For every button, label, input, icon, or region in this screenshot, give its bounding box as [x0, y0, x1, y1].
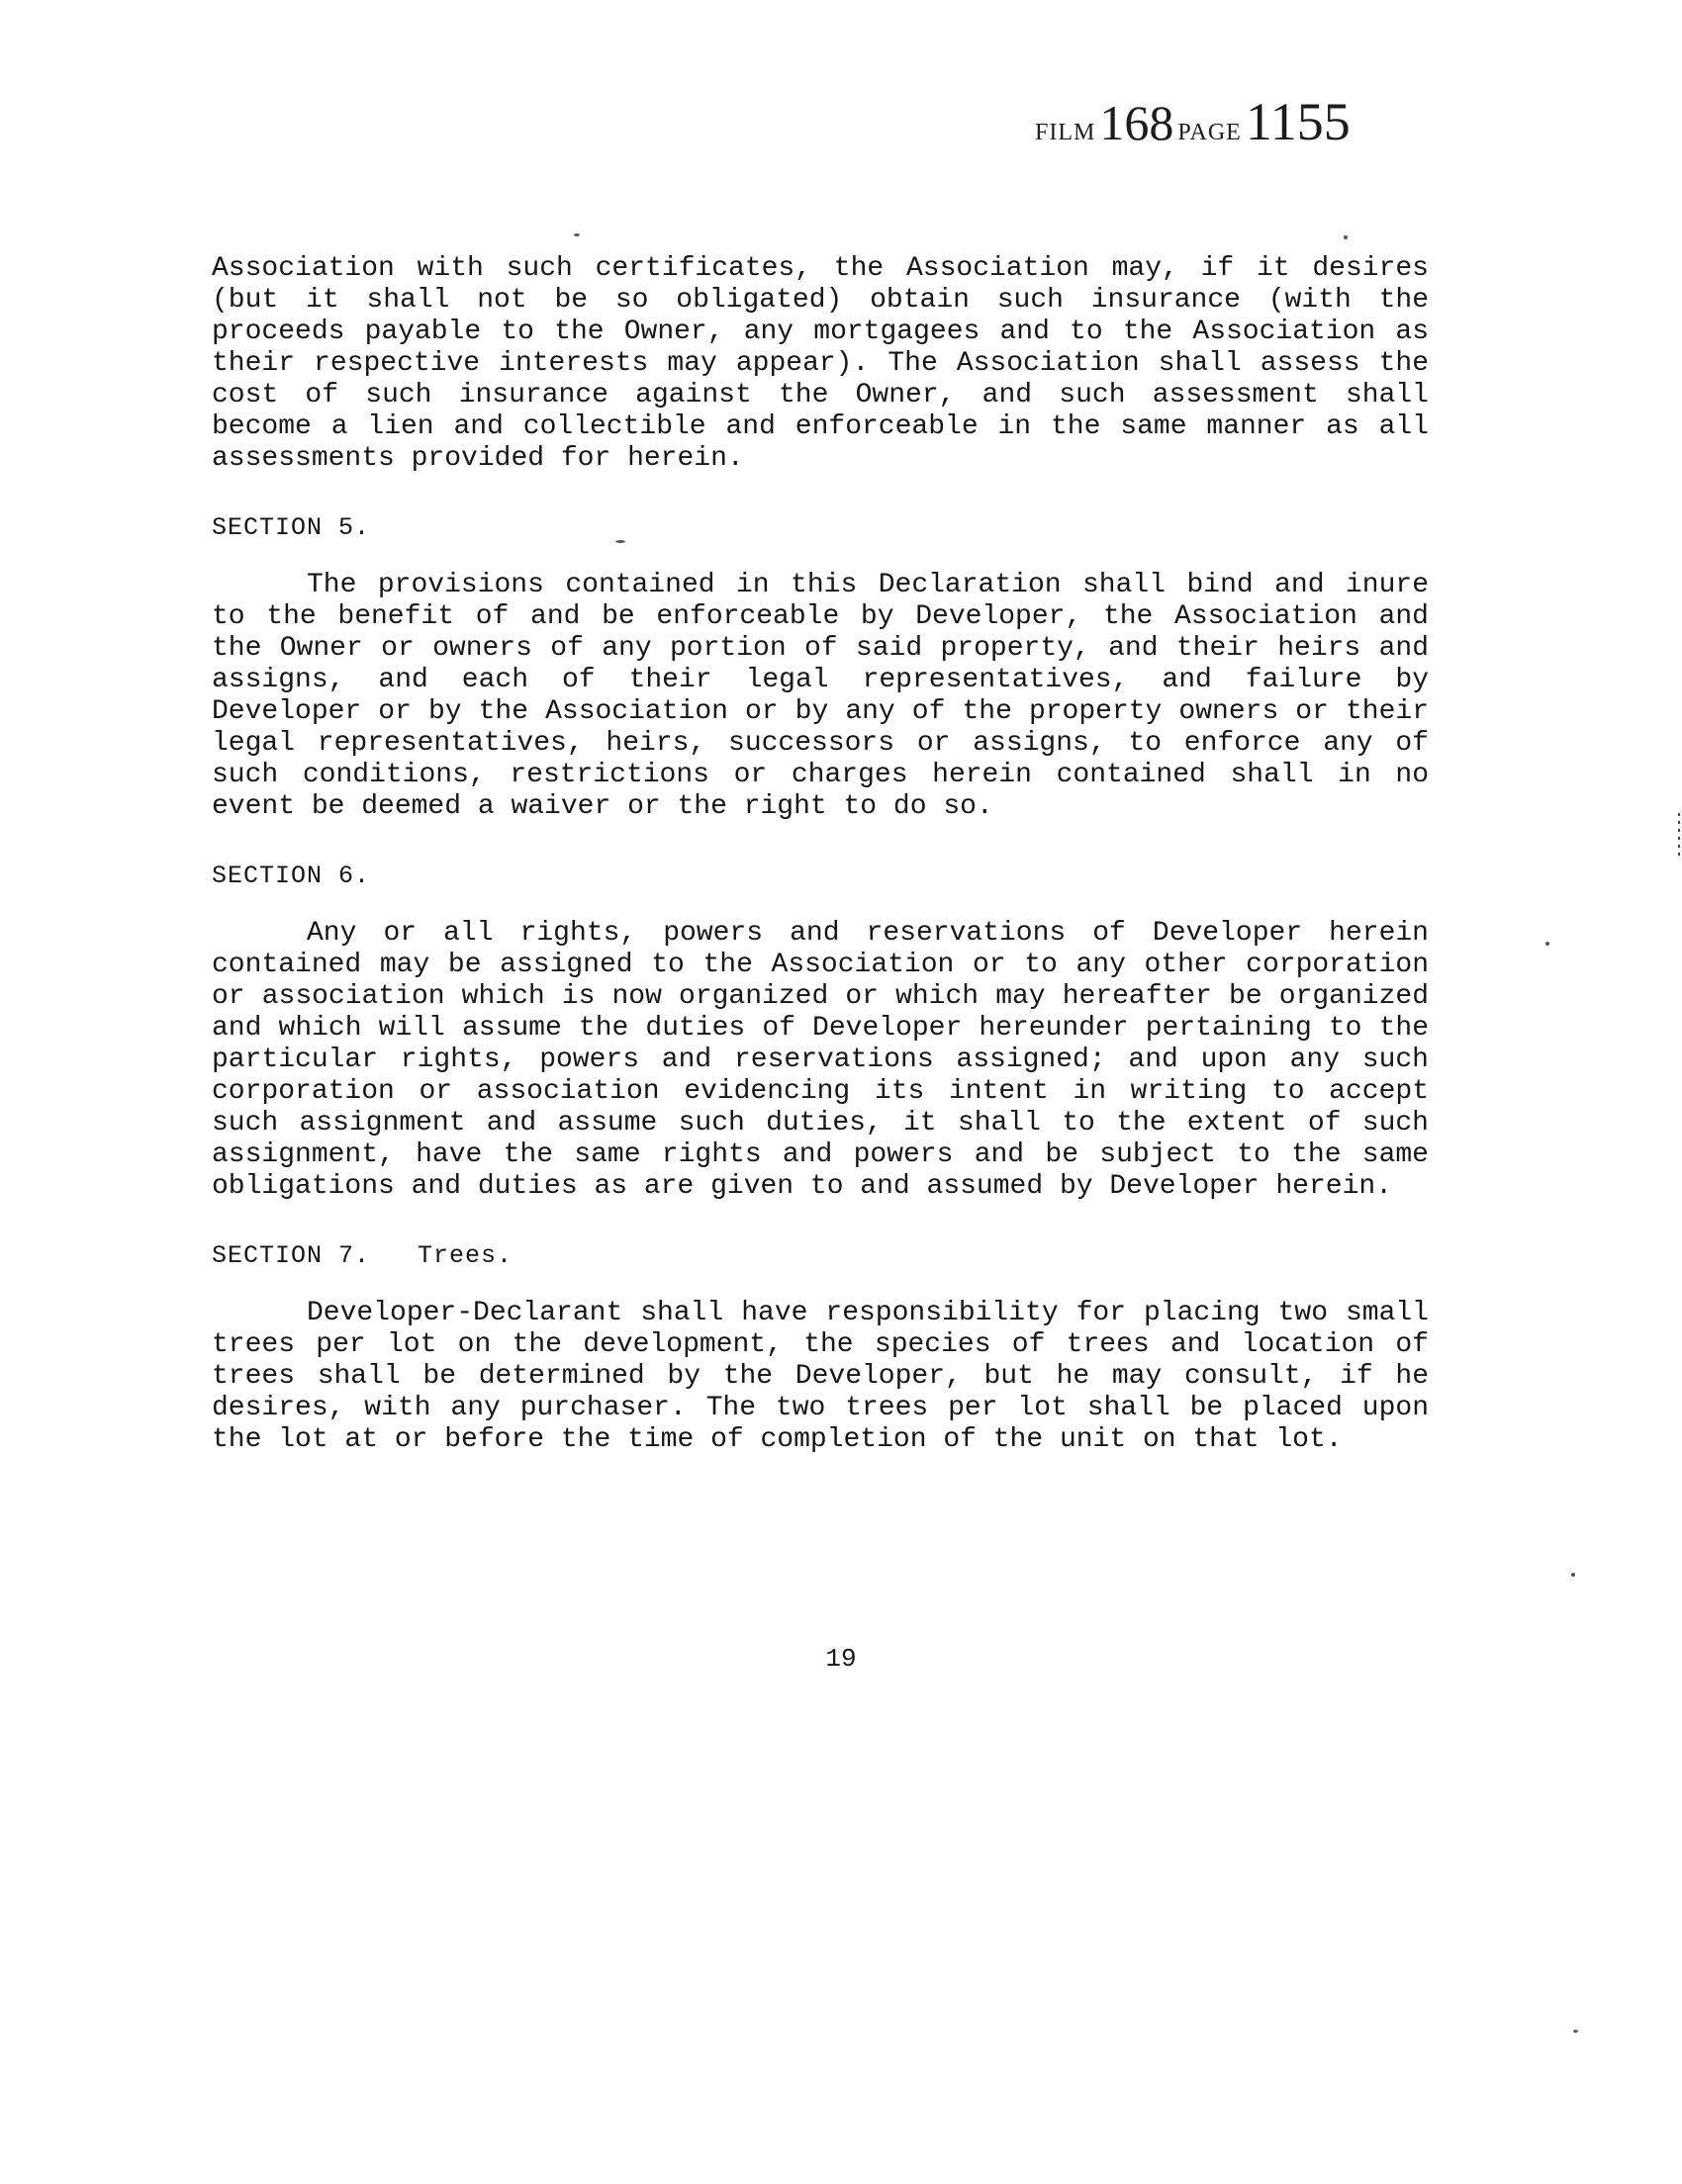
section-6-body: Any or all rights, powers and reservations of Developer herein contained may be assigned to the Association or to any other corporation or association which is now organized or which may hereafter be organized and which will assume the duties of Developer hereunder pertaining to the particular rights, powers and reservations assigned; and upon any such corporation or association evidencing its intent in writing to accept such assignment and assume such duties, it shall to the extent of such assignment, have the same rights and powers and be subject to the same obligations and duties as are given to and assumed by Developer herein. [212, 918, 1429, 1202]
section-5-heading: SECTION 5. [212, 513, 371, 542]
section-6-heading: SECTION 6. [212, 862, 371, 890]
continuation-paragraph: Association with such certificates, the Association may, if it desires (but it shall not be so obligated) obtain such insurance (with the proceeds payable to the Owner, any mortgagees and to the Association as their respective interests may appear). The Association shall assess the cost of such insurance against the Owner, and such assessment shall become a lien and collectible and enforceable in the same manner as all assessments provided for herein. [212, 253, 1429, 474]
margin-scan-marks [1678, 813, 1680, 859]
scan-speck [1545, 942, 1549, 946]
scan-speck [1344, 235, 1348, 239]
film-number: 168 [1099, 95, 1174, 150]
film-label: FILM [1035, 120, 1096, 145]
scan-speck [574, 233, 580, 236]
scan-speck [1573, 2030, 1578, 2033]
page-number: 19 [825, 1644, 857, 1674]
section-5-body: The provisions contained in this Declaration shall bind and inure to the benefit of and be enforceable by Developer, the Association and the Owner or owners of any portion of said property, and their heirs and assigns, and each of their legal representatives, and failure by Developer or by the Association or by any of the property owners or their legal representatives, heirs, successors or assigns, to enforce any of such conditions, restrictions or charges herein contained shall in no event be deemed a waiver or the right to do so. [212, 570, 1429, 822]
scan-speck [615, 540, 625, 543]
scan-speck [1571, 1573, 1575, 1577]
section-7-body: Developer-Declarant shall have responsibility for placing two small trees per lot on the development, the species of trees and location of trees shall be determined by the Developer, but he may consult, if he desires, with any purchaser. The two trees per lot shall be placed upon the lot at or before the time of completion of the unit on that lot. [212, 1298, 1429, 1455]
stamp-page-number: 1155 [1245, 92, 1351, 151]
page-label: PAGE [1177, 120, 1242, 145]
film-page-stamp [1035, 91, 1351, 152]
section-7-heading: SECTION 7. Trees. [212, 1241, 514, 1270]
document-body [212, 253, 1429, 1456]
